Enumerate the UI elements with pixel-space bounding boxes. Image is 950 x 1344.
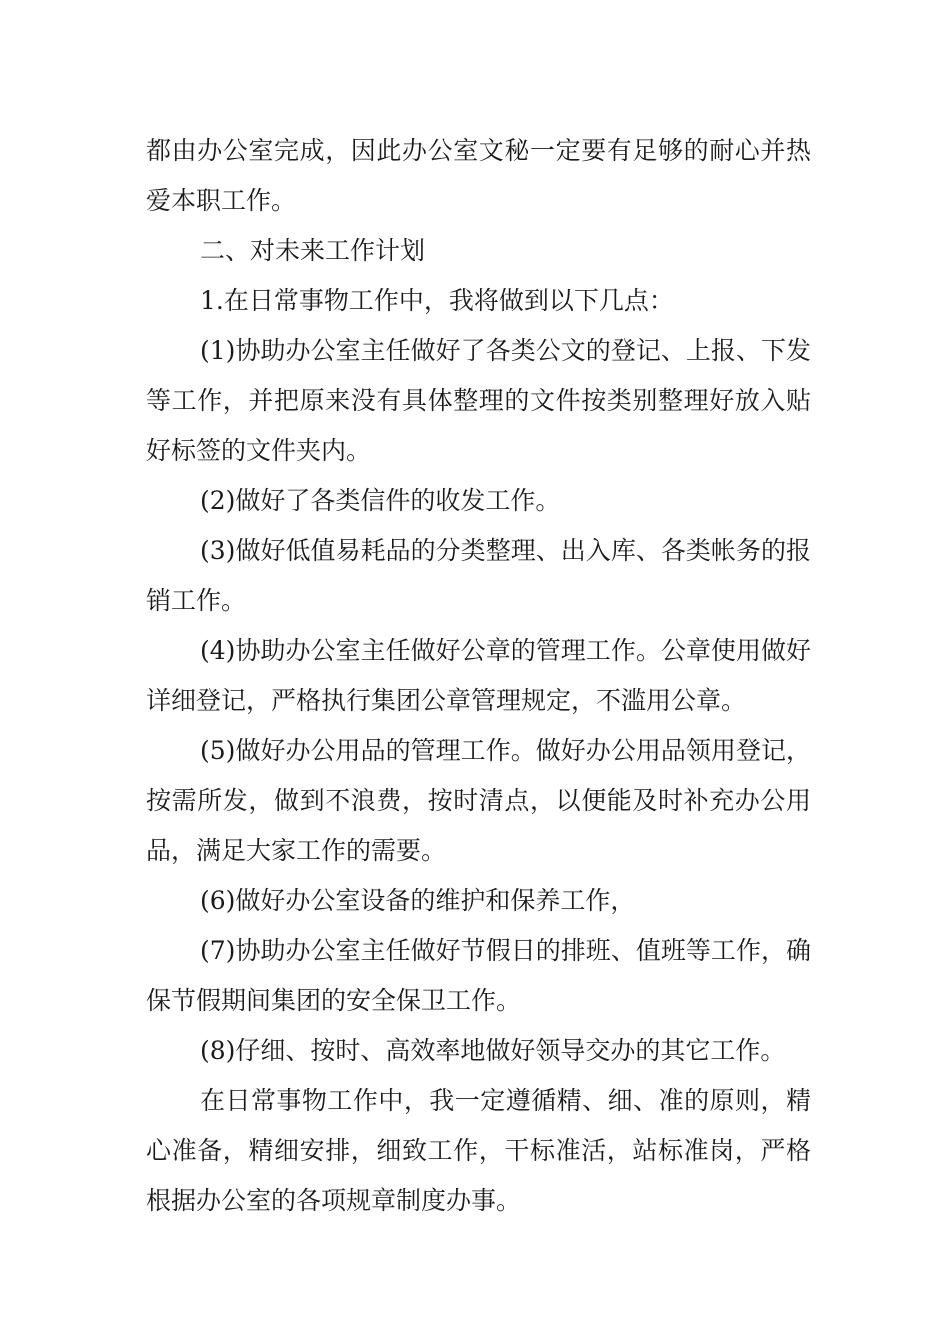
list-item-3: (3)做好低值易耗品的分类整理、出入库、各类帐务的报销工作。: [146, 536, 811, 615]
list-item-7: (7)协助办公室主任做好节假日的排班、值班等工作，确保节假期间集团的安全保卫工作。: [146, 936, 811, 1015]
closing-paragraph: 在日常事物工作中，我一定遵循精、细、准的原则，精心准备，精细安排，细致工作，干标准活，站标准岗，严格根据办公室的各项规章制度办事。: [146, 1086, 811, 1215]
subsection-heading-daily-work: 1.在日常事物工作中，我将做到以下几点：: [200, 286, 674, 315]
section-heading-future-plan: 二、对未来工作计划: [200, 236, 426, 265]
list-item-8: (8)仔细、按时、高效率地做好领导交办的其它工作。: [200, 1036, 786, 1065]
list-item-1: (1)协助办公室主任做好了各类公文的登记、上报、下发等工作，并把原来没有具体整理的文件按类别整理好放入贴好标签的文件夹内。: [146, 336, 811, 465]
paragraph-continuation: 都由办公室完成，因此办公室文秘一定要有足够的耐心并热爱本职工作。: [146, 136, 811, 215]
list-item-6: (6)做好办公室设备的维护和保养工作，: [200, 886, 636, 915]
list-item-5: (5)做好办公用品的管理工作。做好办公用品领用登记，按需所发，做到不浪费，按时清点，以便能及时补充办公用品，满足大家工作的需要。: [146, 736, 811, 865]
list-item-4: (4)协助办公室主任做好公章的管理工作。公章使用做好详细登记，严格执行集团公章管理规定，不滥用公章。: [146, 636, 811, 715]
document-body: [146, 126, 811, 1226]
list-item-2: (2)做好了各类信件的收发工作。: [200, 486, 561, 515]
